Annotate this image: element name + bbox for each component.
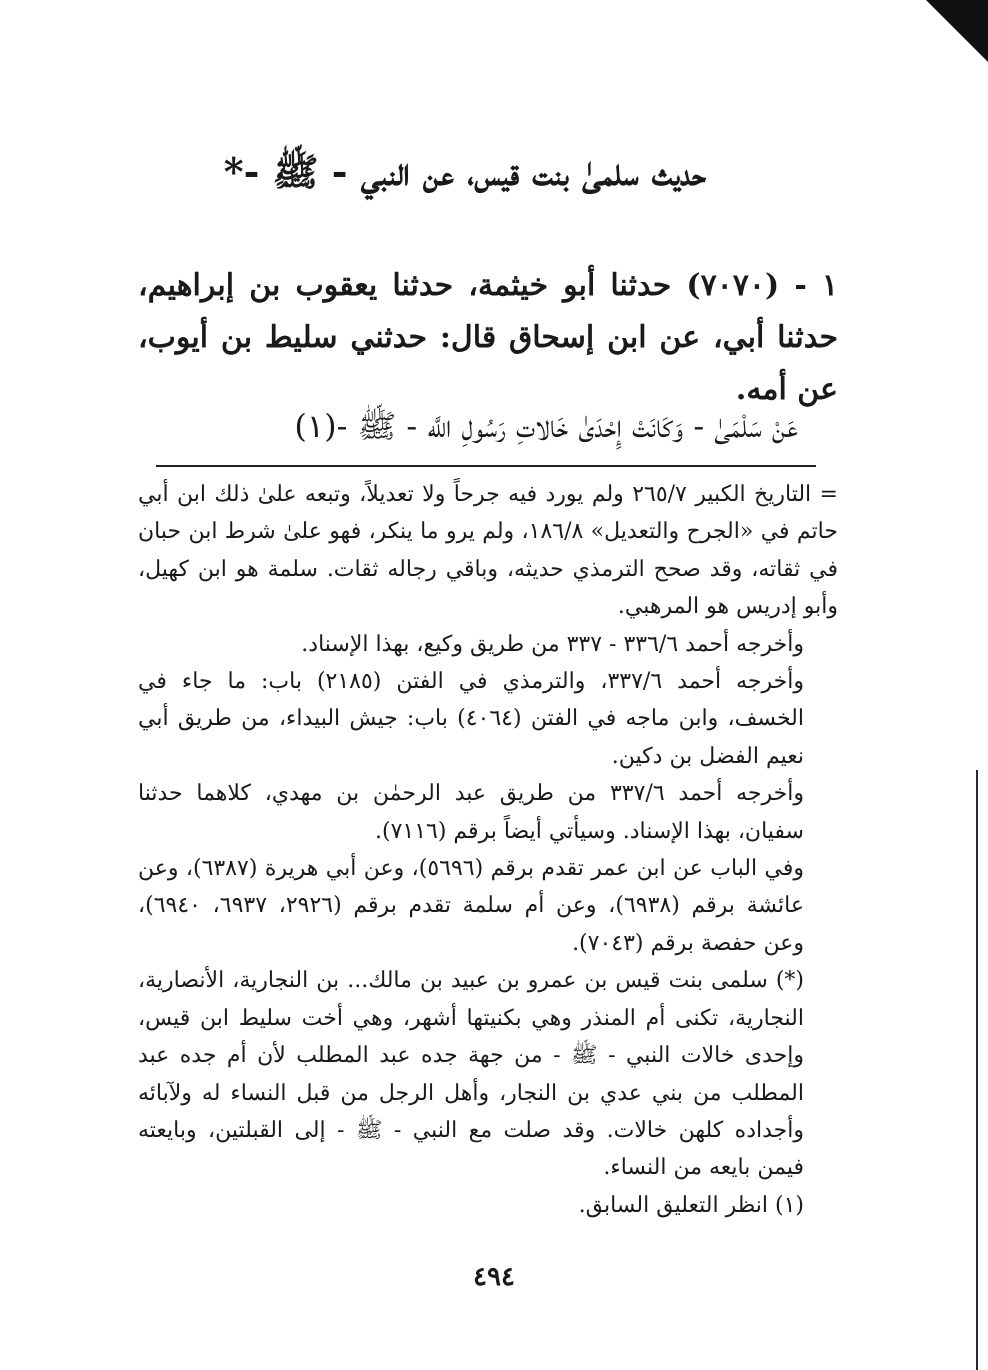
- hadith-matn: عَنْ سَلْمَىٰ - وَكَانَتْ إِحْدَىٰ خَالاتِ رَسُولِ اللَّه - ﷺ -(١): [294, 407, 798, 445]
- footnote-separator: [156, 465, 816, 467]
- footnotes: [138, 476, 838, 1224]
- main-text: [138, 260, 838, 416]
- footnote-paragraph: وفي الباب عن ابن عمر تقدم برقم (٥٦٩٦)، وعن أبي هريرة (٦٣٨٧)، وعن عائشة برقم (٦٩٣٨)، وعن أم سلمة تقدم برقم (٢٩٢٦، ٦٩٣٧، ٦٩٤٠)، وعن حفصة برقم (٧٠٤٣).: [138, 856, 804, 956]
- section-title: حديث سلمىٰ بنت قيس، عن النبي - ﷺ -*: [223, 149, 707, 194]
- corner-mark: [926, 0, 988, 62]
- footnote-paragraph: وأخرجه أحمد ٣٣٧/٦، والترمذي في الفتن (٢١٨٥) باب: ما جاء في الخسف، وابن ماجه في الفتن (٤٠٦٤) باب: جيش البيداء، من طريق أبي نعيم الفضل بن دكين.: [138, 669, 804, 769]
- footnote-paragraph: وأخرجه أحمد ٣٣٦/٦ - ٣٣٧ من طريق وكيع، بهذا الإسناد.: [301, 631, 804, 657]
- footnote-paragraph: وأخرجه أحمد ٣٣٧/٦ من طريق عبد الرحمٰن بن مهدي، كلاهما حدثنا سفيان، بهذا الإسناد. وسيأتي أيضاً برقم (٧١١٦).: [138, 781, 805, 844]
- page-number: ٤٩٤: [473, 1262, 515, 1292]
- footnote-continuation: = التاريخ الكبير ٢٦٥/٧ ولم يورد فيه جرحاً ولا تعديلاً، وتبعه علىٰ ذلك ابن أبي حاتم في «الجرح والتعديل» ١٨٦/٨، ولم يرو ما ينكر، فهو علىٰ شرط ابن حبان في ثقاته، وقد صحح الترمذي حديثه، وباقي رجاله ثقات. سلمة هو ابن كهيل، وأبو إدريس هو المرهبي.: [138, 482, 838, 620]
- hadith-isnad: ١ - (٧٠٧٠) حدثنا أبو خيثمة، حدثنا يعقوب بن إبراهيم، حدثنا أبي، عن ابن إسحاق قال: حدثني سليط بن أيوب، عن أمه.: [138, 268, 838, 407]
- footnote-1: (١) انظر التعليق السابق.: [578, 1192, 804, 1218]
- biography-note: (*) سلمى بنت قيس بن عمرو بن عبيد بن مالك... بن النجارية، الأنصارية، النجارية، تكنى أم المنذر وهي بكنيتها أشهر، وهي أخت سليط ابن قيس، وإحدى خالات النبي - ﷺ - من جهة جده عبد المطلب لأن أم جده عبد المطلب من بني عدي بن النجار، وأهل الرجل من قبل النساء له ولآبائه وأجداده كلهن خالات. وقد صلت مع النبي - ﷺ - إلى القبلتين، وبايعته فيمن بايعه من النساء.: [138, 968, 804, 1181]
